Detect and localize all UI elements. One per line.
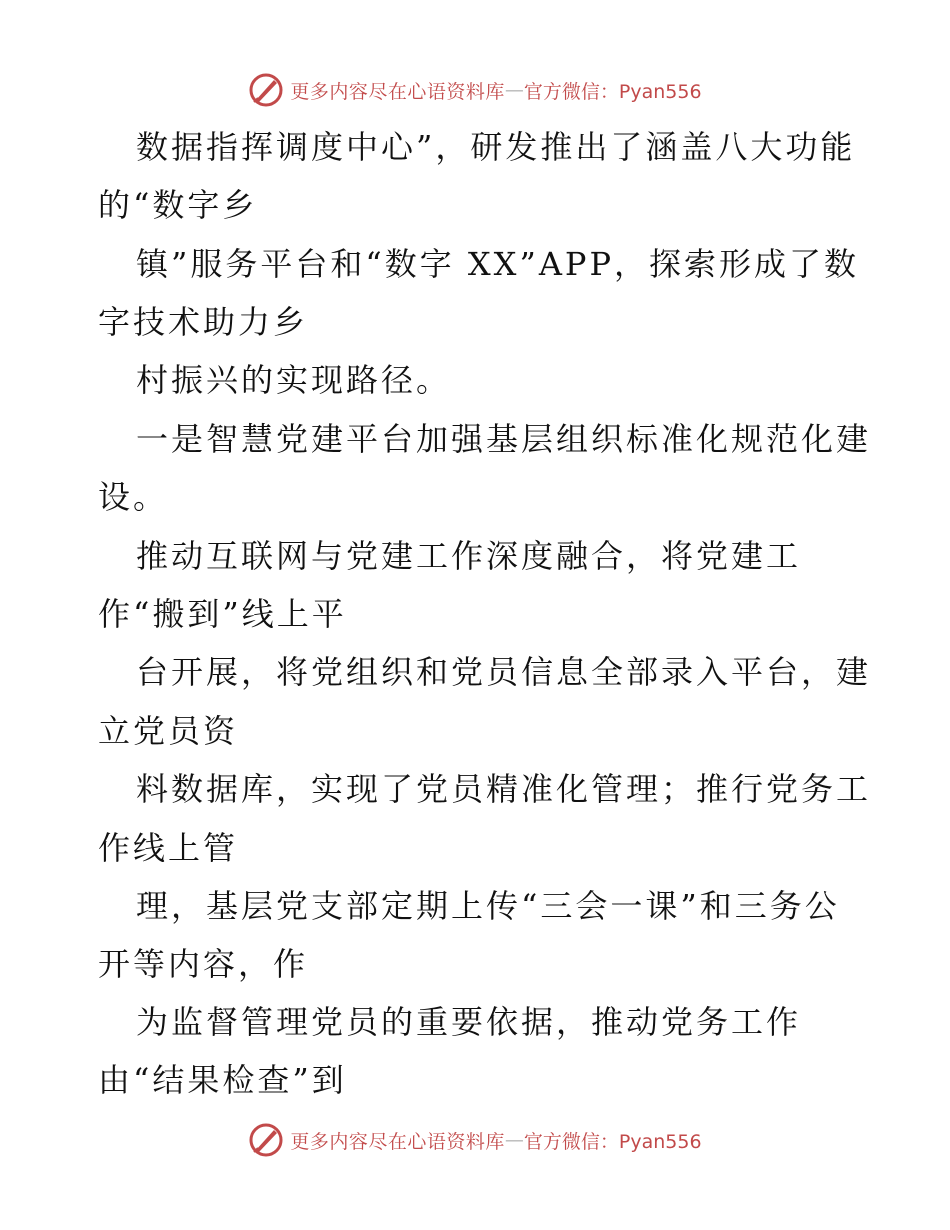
text-line: 料数据库，实现了党员精准化管理；推行党务工 bbox=[136, 770, 872, 808]
watermark-secondary-text: 官方微信：Pyan556 bbox=[523, 1130, 702, 1153]
text-line: 设。 bbox=[98, 478, 169, 516]
watermark-secondary-text: 官方微信：Pyan556 bbox=[523, 80, 702, 103]
quill-pen-logo-icon bbox=[248, 72, 284, 108]
watermark-separator: — bbox=[504, 1129, 524, 1151]
text-line: 字技术助力乡 bbox=[98, 303, 309, 341]
watermark-main-text: 更多内容尽在心语资料库 bbox=[290, 1130, 505, 1153]
watermark-main-text: 更多内容尽在心语资料库 bbox=[290, 80, 505, 103]
text-line: 镇”服务平台和“数字 XX”APP，探索形成了数 bbox=[136, 245, 859, 283]
footer-watermark bbox=[0, 1120, 950, 1160]
text-line: 村振兴的实现路径。 bbox=[136, 361, 452, 399]
text-line: 推动互联网与党建工作深度融合，将党建工 bbox=[136, 537, 802, 575]
header-watermark bbox=[0, 70, 950, 110]
quill-pen-logo-icon bbox=[248, 1122, 284, 1158]
text-line: 作“搬到”线上平 bbox=[98, 595, 347, 633]
text-line: 台开展，将党组织和党员信息全部录入平台，建 bbox=[136, 653, 872, 691]
text-line: 由“结果检查”到 bbox=[98, 1061, 347, 1099]
text-line: 立党员资 bbox=[98, 712, 239, 750]
text-line: 一是智慧党建平台加强基层组织标准化规范化建 bbox=[136, 420, 872, 458]
text-line: 的“数字乡 bbox=[98, 186, 258, 224]
text-line: 理，基层党支部定期上传“三会一课”和三务公 bbox=[136, 887, 840, 925]
watermark-separator: — bbox=[504, 79, 524, 101]
text-line: 数据指挥调度中心”，研发推出了涵盖八大功能 bbox=[136, 128, 856, 166]
text-line: 开等内容，作 bbox=[98, 945, 309, 983]
text-line: 为监督管理党员的重要依据，推动党务工作 bbox=[136, 1003, 802, 1041]
text-line: 作线上管 bbox=[98, 829, 239, 867]
